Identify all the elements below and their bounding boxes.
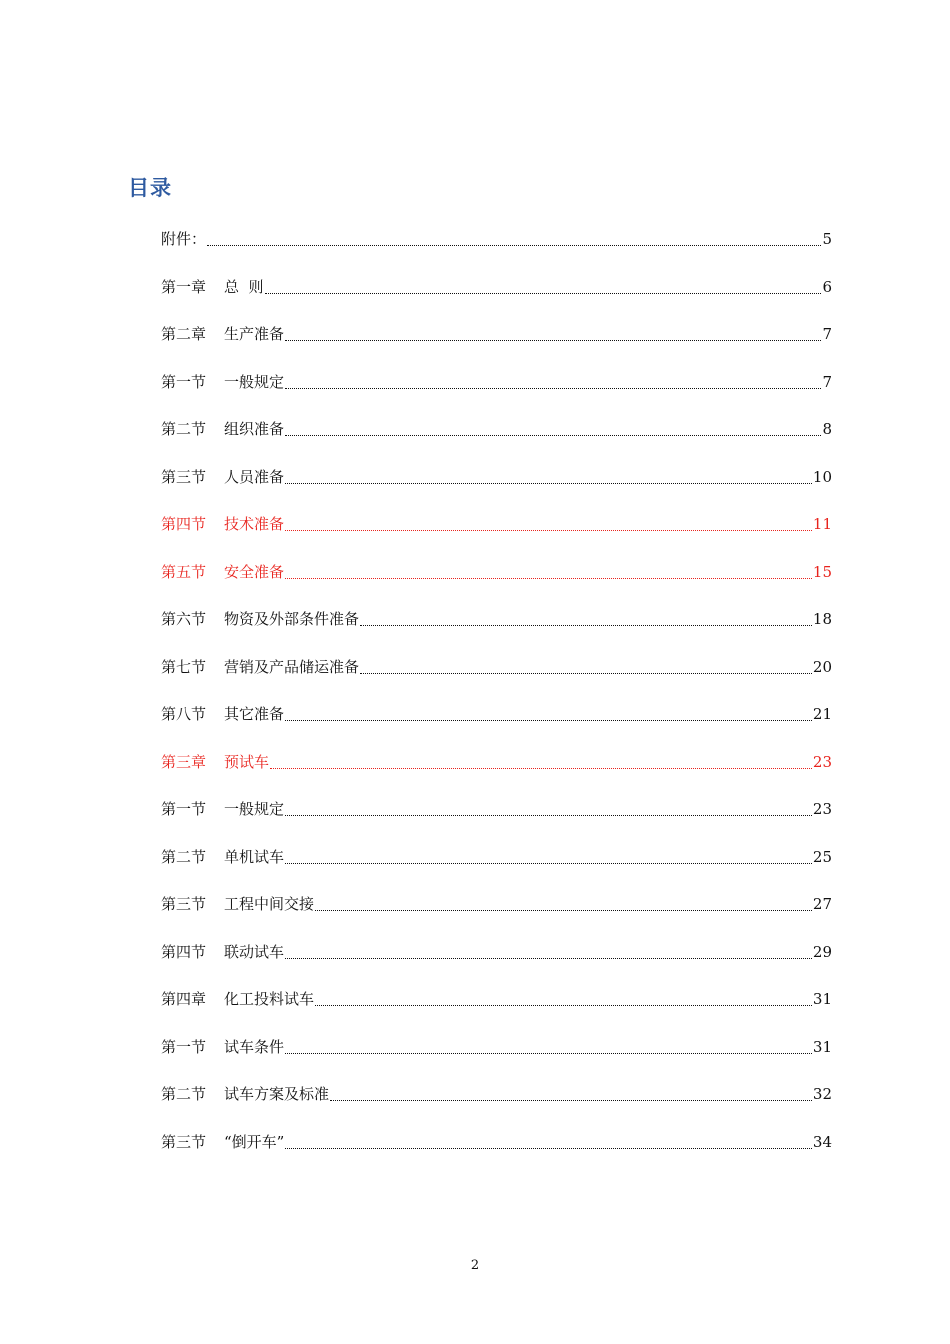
toc-entry-page: 32 [812, 1085, 832, 1103]
toc-entry-page: 10 [812, 467, 832, 486]
toc-entry-page: 18 [812, 610, 832, 628]
toc-entry-leader [285, 416, 821, 436]
toc-entry[interactable] [161, 274, 832, 322]
toc-entry-leader [285, 511, 812, 531]
toc-entry-number: 第三章 [161, 752, 207, 771]
toc-entry-leader [315, 891, 812, 911]
toc-entry-page: 20 [812, 657, 832, 676]
toc-entry-label: 技术准备 [224, 515, 285, 533]
toc-entry-number: 第四章 [161, 990, 207, 1008]
toc-entry[interactable] [161, 464, 832, 512]
toc-entry-leader [285, 559, 812, 579]
toc-entry-page: 5 [822, 230, 832, 248]
toc-entry-label: 一般规定 [224, 800, 285, 818]
toc-entry-leader [315, 986, 812, 1006]
toc-entry-label: 物资及外部条件准备 [224, 610, 360, 628]
toc-entry-leader [360, 654, 812, 674]
toc-entry[interactable] [161, 891, 832, 939]
toc-entry-label: 工程中间交接 [224, 895, 315, 913]
toc-entry-number: 第四节 [161, 942, 207, 961]
toc-entry-page: 27 [812, 895, 832, 913]
toc-entry-page: 25 [812, 847, 832, 866]
toc-entry-label: 预试车 [224, 752, 270, 771]
toc-entry-leader [285, 1129, 812, 1149]
toc-entry-label: 化工投料试车 [224, 990, 315, 1008]
toc-entry-page: 29 [812, 942, 832, 961]
toc-entry-page: 31 [812, 990, 832, 1008]
toc-entry-number: 第二节 [161, 1085, 207, 1103]
toc-entry-number: 第一节 [161, 800, 207, 818]
toc-entry-leader [270, 749, 812, 769]
toc-entry[interactable] [161, 654, 832, 702]
toc-entry[interactable] [161, 559, 832, 607]
toc-entry-label: 营销及产品储运准备 [224, 657, 360, 676]
toc-entry-number: 第四节 [161, 515, 207, 533]
toc-entry-label: 试车方案及标准 [224, 1085, 330, 1103]
toc-entry[interactable] [161, 749, 832, 797]
toc-entry-page: 7 [822, 372, 832, 391]
toc-entry-number: 附件： [161, 230, 207, 248]
toc-entry[interactable] [161, 511, 832, 559]
toc-entry-number: 第七节 [161, 657, 207, 676]
toc-entry-page: 7 [822, 325, 832, 343]
toc-entry-label: 人员准备 [224, 467, 285, 486]
toc-entry-number: 第三节 [161, 895, 207, 913]
toc-entry-label: 试车条件 [224, 1037, 285, 1056]
toc-entry-leader [285, 1034, 812, 1054]
toc-entry[interactable] [161, 1129, 832, 1177]
toc-entry-label: 组织准备 [224, 420, 285, 438]
toc-entry-leader [285, 844, 812, 864]
toc-entry-page: 23 [812, 800, 832, 818]
toc-entry[interactable] [161, 986, 832, 1034]
toc-entry-leader [265, 274, 822, 294]
toc-entry-page: 21 [812, 705, 832, 723]
toc-entry-leader [285, 321, 821, 341]
toc-entry[interactable] [161, 844, 832, 892]
toc-entry-label: 单机试车 [224, 847, 285, 866]
toc-entry-leader [285, 701, 812, 721]
toc-title: 目录 [128, 176, 172, 200]
toc-entry-leader [360, 606, 812, 626]
toc-entry[interactable] [161, 321, 832, 369]
toc-entry-label: 安全准备 [224, 562, 285, 581]
toc-entry[interactable] [161, 226, 832, 274]
toc-entry-leader [330, 1081, 812, 1101]
toc-entry-number: 第二章 [161, 325, 207, 343]
toc-entry[interactable] [161, 1081, 832, 1129]
toc-entry-page: 15 [812, 562, 832, 581]
toc-entry-leader [285, 796, 812, 816]
toc-entry-page: 23 [812, 752, 832, 771]
toc-entry-leader [285, 939, 812, 959]
toc-entry[interactable] [161, 369, 832, 417]
toc-entry[interactable] [161, 416, 832, 464]
page-number: 2 [470, 1258, 480, 1273]
toc-entry-leader [207, 226, 821, 246]
toc-entry-number: 第一章 [161, 277, 207, 296]
toc-entry-label: 生产准备 [224, 325, 285, 343]
toc-entry-number: 第二节 [161, 420, 207, 438]
toc-entry-number: 第三节 [161, 1132, 207, 1151]
toc-entry-number: 第五节 [161, 562, 207, 581]
toc-entry[interactable] [161, 796, 832, 844]
toc-entry-page: 31 [812, 1037, 832, 1056]
toc-entry[interactable] [161, 701, 832, 749]
toc-entry-number: 第三节 [161, 467, 207, 486]
toc-entry-label: “倒开车” [224, 1132, 285, 1151]
toc-entry-leader [285, 369, 821, 389]
toc-entry-label: 总 则 [224, 277, 264, 296]
toc-entry[interactable] [161, 606, 832, 654]
toc-entry[interactable] [161, 939, 832, 987]
toc-entry-page: 8 [822, 420, 832, 438]
toc-entry-page: 6 [822, 277, 832, 296]
toc-list [161, 226, 832, 1176]
toc-entry-page: 11 [812, 515, 832, 533]
toc-entry-leader [285, 464, 812, 484]
toc-entry-number: 第一节 [161, 372, 207, 391]
toc-entry-number: 第八节 [161, 705, 207, 723]
toc-entry[interactable] [161, 1034, 832, 1082]
toc-entry-number: 第六节 [161, 610, 207, 628]
toc-entry-number: 第二节 [161, 847, 207, 866]
toc-entry-label: 一般规定 [224, 372, 285, 391]
toc-entry-number: 第一节 [161, 1037, 207, 1056]
toc-entry-label: 联动试车 [224, 942, 285, 961]
toc-entry-page: 34 [812, 1132, 832, 1151]
toc-entry-label: 其它准备 [224, 705, 285, 723]
